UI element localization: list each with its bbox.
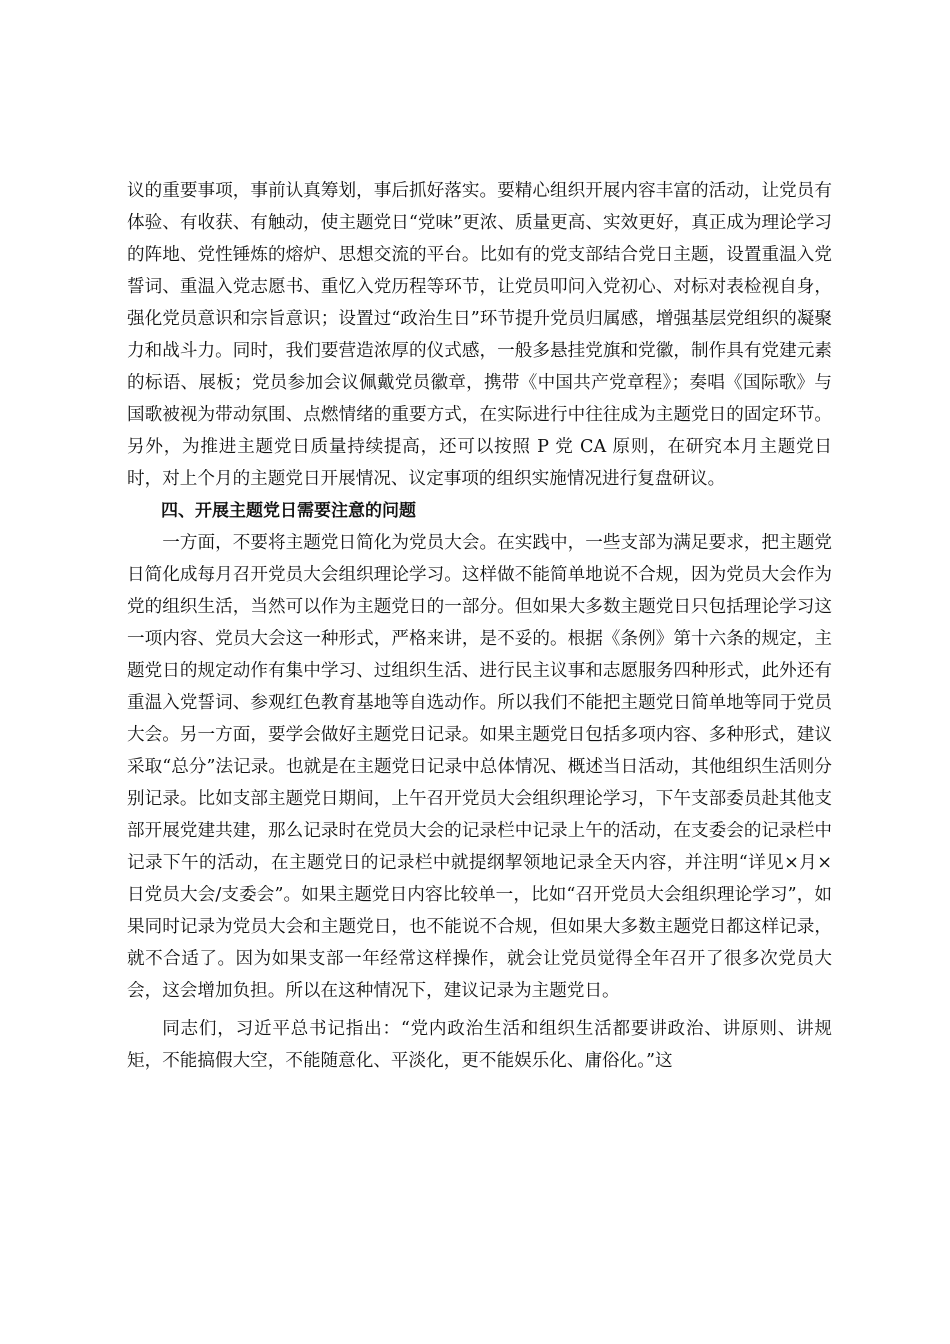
paragraph-continued: 议的重要事项，事前认真筹划，事后抓好落实。要精心组织开展内容丰富的活动，让党员有体验、有收获、有触动，使主题党日“党味”更浓、质量更高、实效更好，真正成为理论学习的阵地、党性锤炼的熔炉、思想交流的平台。比如有的党支部结合党日主题，设置重温入党誓词、重温入党志愿书、重忆入党历程等环节，让党员叩问入党初心、对标对表检视自身，强化党员意识和宗旨意识；设置过“政治生日”环节提升党员归属感，增强基层党组织的凝聚力和战斗力。同时，我们要营造浓厚的仪式感，一般多悬挂党旗和党徽，制作具有党建元素的标语、展板；党员参加会议佩戴党员徽章，携带《中国共产党章程》；奏唱《国际歌》与国歌被视为带动氛围、点燃情绪的重要方式，在实际进行中往往成为主题党日的固定环节。另外，为推进主题党日质量持续提高，还可以按照 P 党 CA 原则，在研究本月主题党日时，对上个月的主题党日开展情况、议定事项的组织实施情况进行复盘研议。	[127, 181, 832, 489]
section-heading: 四、开展主题党日需要注意的问题	[161, 501, 416, 521]
document-body	[127, 175, 832, 1077]
paragraph: 一方面，不要将主题党日简化为党员大会。在实践中，一些支部为满足要求，把主题党日简化成每月召开党员大会组织理论学习。这样做不能简单地说不合规，因为党员大会作为党的组织生活，当然可以作为主题党日的一部分。但如果大多数主题党日只包括理论学习这一项内容、党员大会这一种形式，严格来讲，是不妥的。根据《条例》第十六条的规定，主题党日的规定动作有集中学习、过组织生活、进行民主议事和志愿服务四种形式，此外还有重温入党誓词、参观红色教育基地等自选动作。所以我们不能把主题党日简单地等同于党员大会。另一方面，要学会做好主题党日记录。如果主题党日包括多项内容、多种形式，建议采取“总分”法记录。也就是在主题党日记录中总体情况、概述当日活动，其他组织生活则分别记录。比如支部主题党日期间，上午召开党员大会组织理论学习，下午支部委员赴其他支部开展党建共建，那么记录时在党员大会的记录栏中记录上午的活动，在支委会的记录栏中记录下午的活动，在主题党日的记录栏中就提纲挈领地记录全天内容，并注明“详见×月×日党员大会/支委会”。如果主题党日内容比较单一，比如“召开党员大会组织理论学习”，如果同时记录为党员大会和主题党日，也不能说不合规，但如果大多数主题党日都这样记录，就不合适了。因为如果支部一年经常这样操作，就会让党员觉得全年召开了很多次党员大会，这会增加负担。所以在这种情况下，建议记录为主题党日。	[127, 533, 832, 1001]
paragraph-closing: 同志们，习近平总书记指出：“党内政治生活和组织生活都要讲政治、讲原则、讲规矩，不能搞假大空，不能随意化、平淡化，更不能娱乐化、庸俗化。”这	[127, 1019, 832, 1071]
